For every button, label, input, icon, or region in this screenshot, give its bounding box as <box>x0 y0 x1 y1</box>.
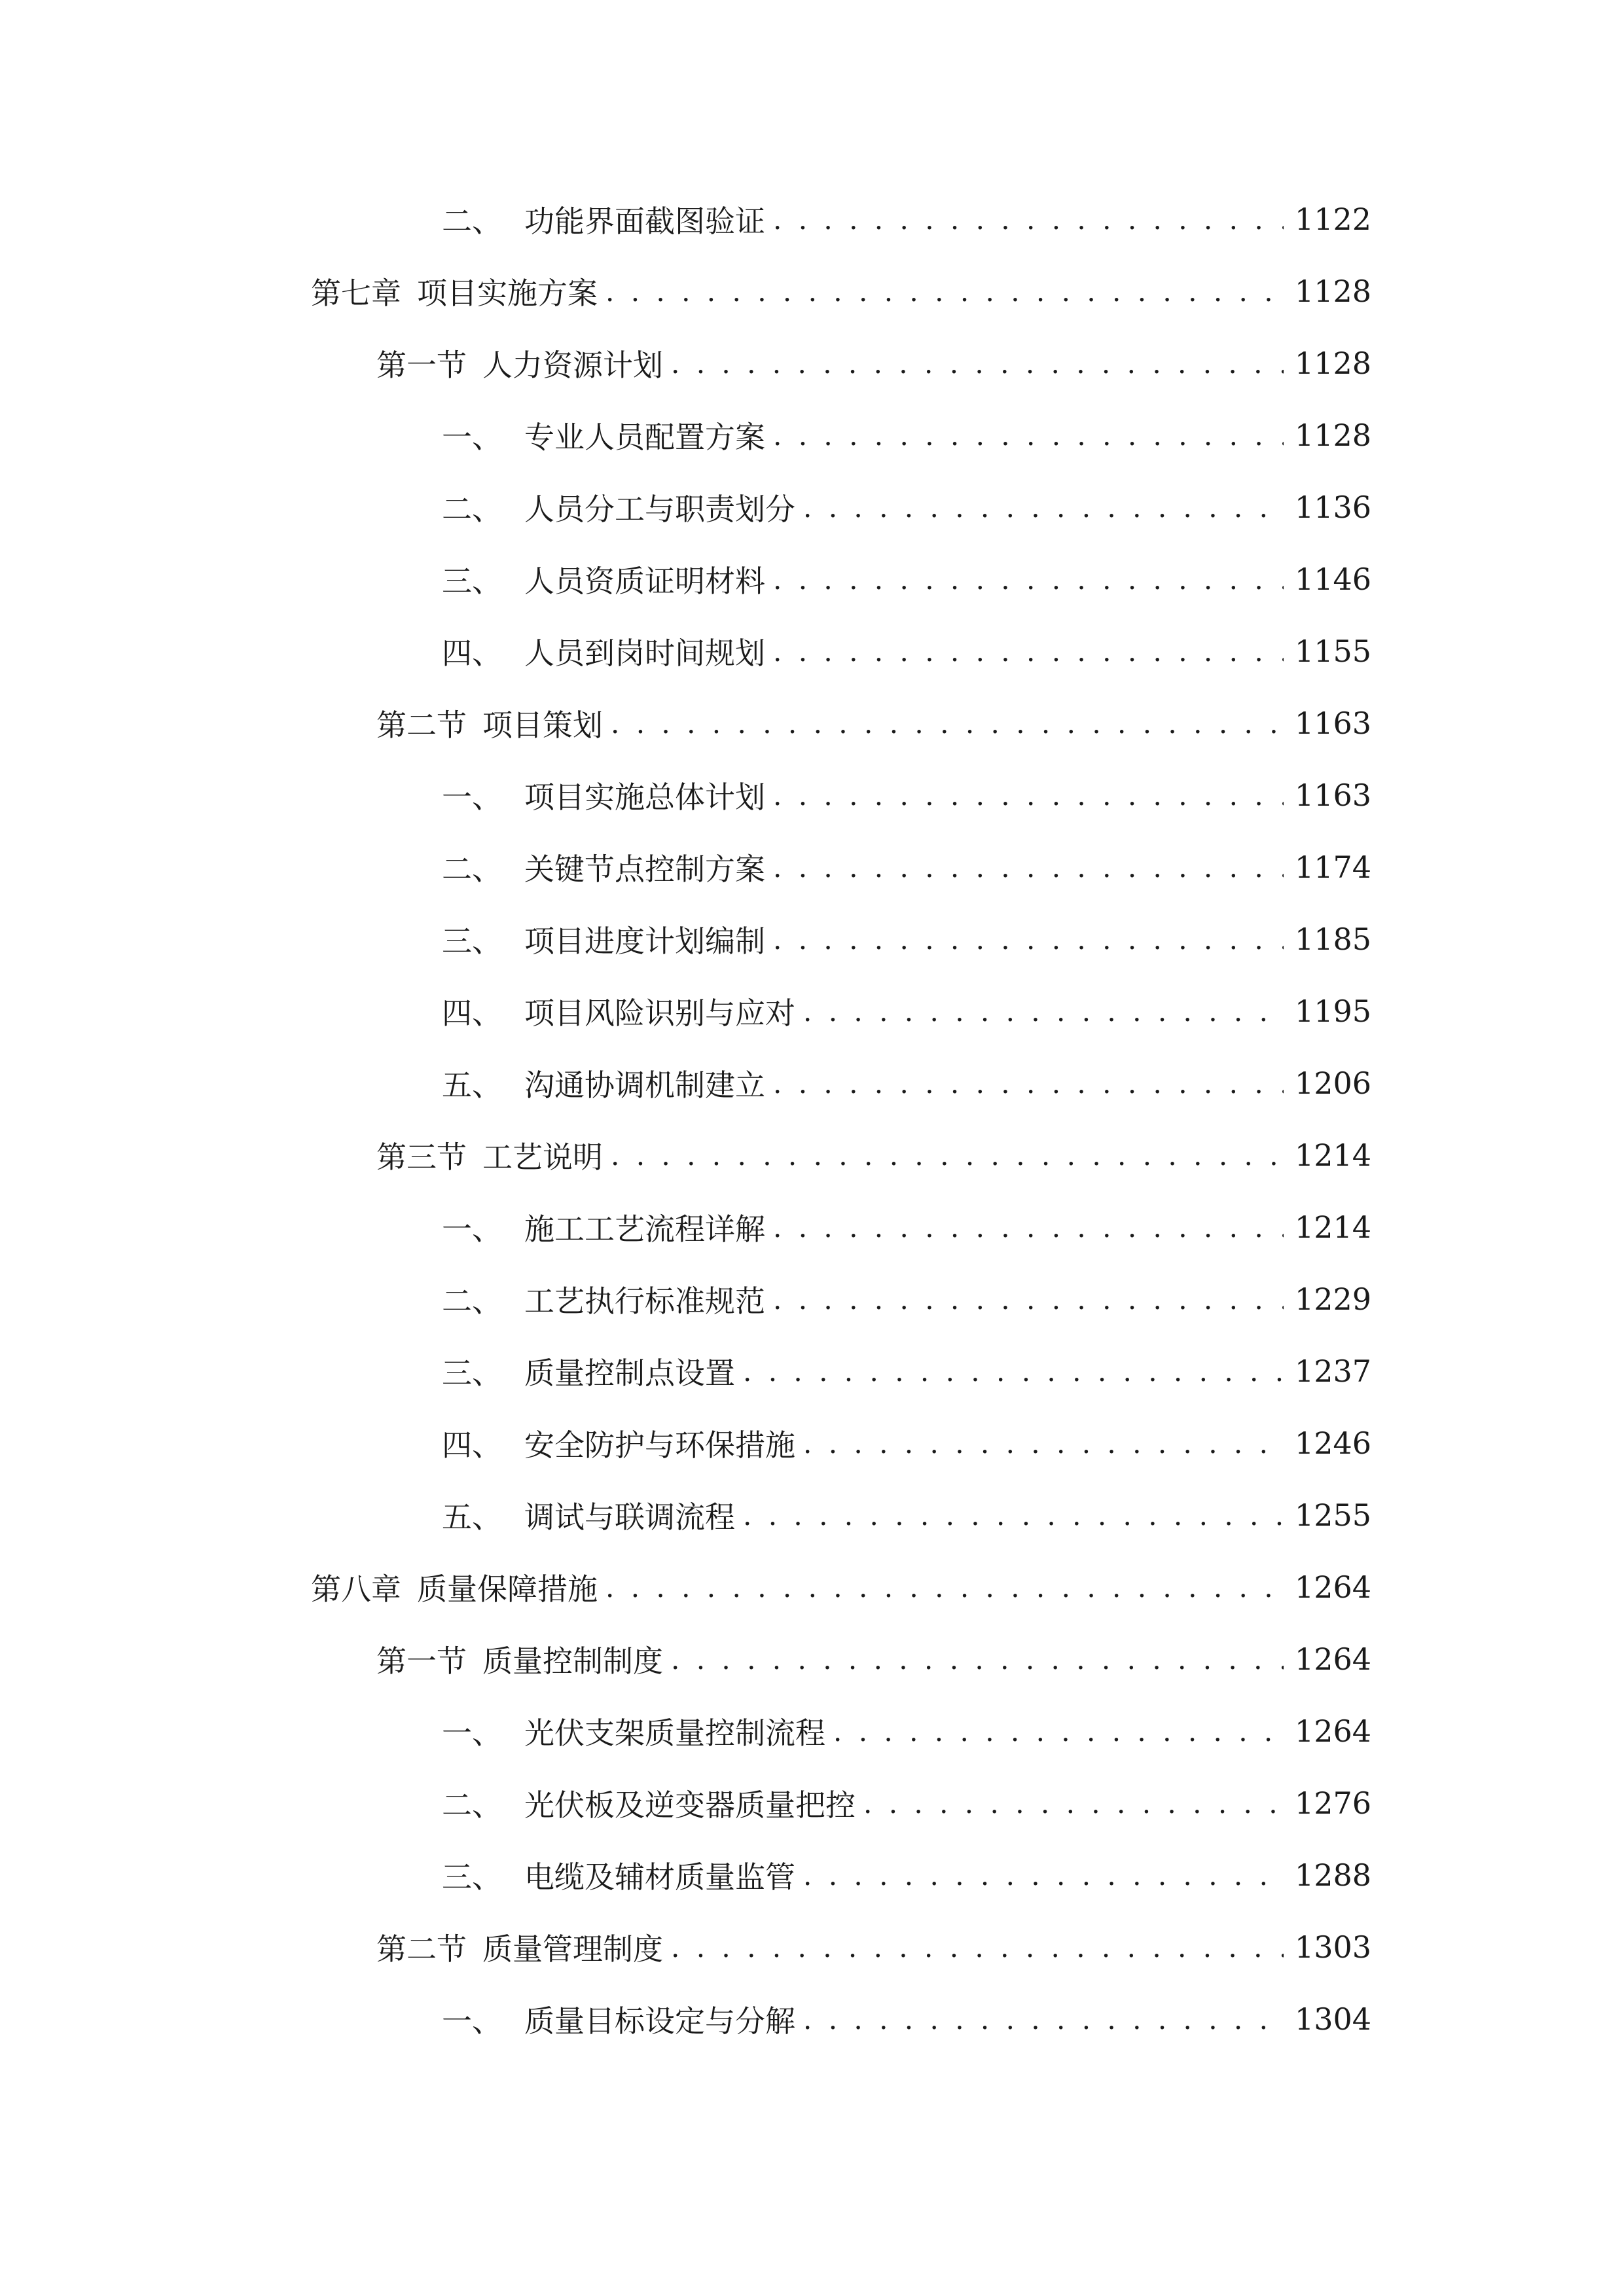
toc-entry-number: 一、 <box>442 420 502 455</box>
toc-entry-title: 工艺执行标准规范 <box>524 1283 765 1319</box>
toc-entry-title: 质量目标设定与分解 <box>524 2003 795 2039</box>
toc-dot-leader <box>773 636 1284 668</box>
toc-dot-leader <box>773 420 1284 452</box>
toc-entry[interactable] <box>442 553 1371 605</box>
toc-entry-label <box>442 1206 765 1249</box>
toc-entry-title: 人员分工与职责划分 <box>524 492 795 527</box>
toc-entry-label <box>442 1710 825 1753</box>
toc-entry-number: 第二节 <box>376 1931 467 1967</box>
toc-entry[interactable] <box>442 409 1371 461</box>
toc-page-number: 1122 <box>1294 202 1371 237</box>
toc-dot-leader <box>773 852 1284 884</box>
toc-entry-label <box>442 1278 765 1321</box>
toc-entry[interactable] <box>442 1849 1371 1901</box>
toc-dot-leader <box>803 2003 1284 2036</box>
toc-entry-title: 功能界面截图验证 <box>524 204 765 239</box>
toc-entry-label <box>311 270 598 313</box>
toc-entry-number: 五、 <box>442 1499 502 1535</box>
toc-entry-label <box>442 918 765 961</box>
toc-page-number: 1276 <box>1294 1785 1371 1821</box>
toc-entry[interactable] <box>376 1633 1371 1685</box>
toc-dot-leader <box>773 1211 1284 1244</box>
toc-entry-title: 安全防护与环保措施 <box>524 1427 795 1463</box>
toc-entry[interactable] <box>376 1129 1371 1181</box>
toc-entry-title: 质量管理制度 <box>482 1931 663 1967</box>
toc-page-number: 1185 <box>1294 922 1371 957</box>
toc-entry[interactable] <box>442 1417 1371 1469</box>
toc-dot-leader <box>863 1787 1284 1820</box>
toc-entry-label <box>442 846 765 889</box>
toc-entry-title: 项目实施总体计划 <box>524 780 765 815</box>
toc-page-number: 1128 <box>1294 274 1371 309</box>
toc-entry-title: 光伏支架质量控制流程 <box>524 1715 825 1751</box>
toc-entry-number: 五、 <box>442 1067 502 1103</box>
toc-dot-leader <box>773 204 1284 236</box>
toc-dot-leader <box>803 492 1284 524</box>
toc-entry-number: 三、 <box>442 564 502 599</box>
toc-entry[interactable] <box>442 1201 1371 1253</box>
toc-entry[interactable] <box>442 841 1371 893</box>
toc-entry-number: 三、 <box>442 1859 502 1895</box>
toc-page-number: 1303 <box>1294 1929 1371 1965</box>
toc-entry-number: 一、 <box>442 1715 502 1751</box>
toc-page-number: 1163 <box>1294 778 1371 813</box>
toc-entry-title: 质量保障措施 <box>417 1571 598 1607</box>
toc-entry-title: 施工工艺流程详解 <box>524 1211 765 1247</box>
toc-entry-number: 第一节 <box>376 1643 467 1679</box>
toc-entry[interactable] <box>442 1345 1371 1397</box>
toc-page-number: 1288 <box>1294 1857 1371 1893</box>
toc-entry-label <box>311 1566 598 1609</box>
toc-entry-title: 电缆及辅材质量监管 <box>524 1859 795 1895</box>
toc-page-number: 1304 <box>1294 2001 1371 2037</box>
toc-entry-number: 第八章 <box>311 1571 401 1607</box>
toc-page-number: 1155 <box>1294 634 1371 669</box>
toc-dot-leader <box>671 348 1284 380</box>
toc-entry-number: 四、 <box>442 1427 502 1463</box>
toc-entry-title: 项目策划 <box>482 708 603 743</box>
toc-entry[interactable] <box>442 1489 1371 1541</box>
toc-dot-leader <box>611 708 1284 740</box>
toc-entry-label <box>442 774 765 817</box>
toc-page-number: 1128 <box>1294 418 1371 453</box>
toc-entry[interactable] <box>442 769 1371 821</box>
toc-entry-title: 专业人员配置方案 <box>524 420 765 455</box>
toc-dot-leader <box>773 924 1284 956</box>
toc-dot-leader <box>671 1931 1284 1964</box>
toc-entry-number: 四、 <box>442 636 502 671</box>
toc-entry[interactable] <box>376 1921 1371 1973</box>
toc-entry-label <box>442 990 795 1033</box>
toc-entry-label <box>376 1926 663 1969</box>
toc-entry-title: 质量控制点设置 <box>524 1355 735 1391</box>
toc-entry-title: 项目风险识别与应对 <box>524 996 795 1031</box>
toc-entry-label <box>442 1062 765 1105</box>
toc-entry[interactable] <box>442 1705 1371 1757</box>
toc-entry[interactable] <box>376 697 1371 749</box>
toc-page-number: 1214 <box>1294 1210 1371 1245</box>
toc-entry-number: 第一节 <box>376 348 467 383</box>
toc-entry[interactable] <box>311 1561 1371 1613</box>
toc-entry[interactable] <box>442 1993 1371 2045</box>
toc-entry-number: 二、 <box>442 852 502 887</box>
toc-entry-number: 一、 <box>442 2003 502 2039</box>
toc-entry-label <box>442 414 765 457</box>
toc-entry-label <box>442 198 765 241</box>
toc-page-number: 1255 <box>1294 1498 1371 1533</box>
toc-entry[interactable] <box>442 1273 1371 1325</box>
toc-dot-leader <box>671 1643 1284 1676</box>
toc-entry-number: 二、 <box>442 1787 502 1823</box>
toc-dot-leader <box>803 1427 1284 1460</box>
toc-entry-title: 项目进度计划编制 <box>524 924 765 959</box>
toc-dot-leader <box>605 1571 1284 1604</box>
toc-page-number: 1229 <box>1294 1282 1371 1317</box>
toc-entry-number: 二、 <box>442 204 502 239</box>
toc-dot-leader <box>773 780 1284 812</box>
toc-entry-number: 第七章 <box>311 276 401 311</box>
toc-entry-label <box>442 1782 856 1825</box>
toc-entry[interactable] <box>442 193 1371 245</box>
toc-entry[interactable] <box>376 337 1371 389</box>
toc-page-number: 1246 <box>1294 1426 1371 1461</box>
toc-entry-label <box>442 558 765 601</box>
toc-entry-label <box>442 486 795 529</box>
toc-entry[interactable] <box>442 1777 1371 1829</box>
toc-entry[interactable] <box>311 265 1371 317</box>
toc-entry[interactable] <box>442 625 1371 677</box>
toc-entry-label <box>442 1494 735 1537</box>
toc-entry-label <box>442 1422 795 1465</box>
toc-page-number: 1163 <box>1294 706 1371 741</box>
toc-entry-number: 四、 <box>442 996 502 1031</box>
toc-entry-title: 人员到岗时间规划 <box>524 636 765 671</box>
toc-page-number: 1195 <box>1294 994 1371 1029</box>
toc-dot-leader <box>833 1715 1284 1748</box>
toc-dot-leader <box>611 1139 1284 1172</box>
toc-dot-leader <box>605 276 1284 308</box>
toc-page-number: 1264 <box>1294 1713 1371 1749</box>
toc-dot-leader <box>773 1283 1284 1316</box>
toc-entry-title: 光伏板及逆变器质量把控 <box>524 1787 856 1823</box>
toc-dot-leader <box>773 564 1284 596</box>
toc-entry-number: 第三节 <box>376 1139 467 1175</box>
toc-entry[interactable] <box>442 1057 1371 1109</box>
toc-dot-leader <box>743 1355 1284 1388</box>
toc-entry-title: 沟通协调机制建立 <box>524 1067 765 1103</box>
toc-page-number: 1146 <box>1294 562 1371 597</box>
toc-page-number: 1264 <box>1294 1570 1371 1605</box>
toc-entry-number: 二、 <box>442 1283 502 1319</box>
toc-entry-label <box>376 342 663 385</box>
toc-entry-title: 人员资质证明材料 <box>524 564 765 599</box>
toc-page-number: 1237 <box>1294 1354 1371 1389</box>
toc-entry-number: 二、 <box>442 492 502 527</box>
toc-entry-label <box>376 702 603 745</box>
toc-entry[interactable] <box>442 481 1371 533</box>
toc-entry[interactable] <box>442 985 1371 1037</box>
toc-dot-leader <box>773 1067 1284 1100</box>
toc-entry-label <box>376 1134 603 1177</box>
toc-dot-leader <box>803 996 1284 1028</box>
toc-page-number: 1214 <box>1294 1138 1371 1173</box>
toc-entry-title: 项目实施方案 <box>417 276 598 311</box>
toc-dot-leader <box>803 1859 1284 1892</box>
toc-entry-number: 第二节 <box>376 708 467 743</box>
toc-entry-number: 一、 <box>442 780 502 815</box>
toc-entry-label <box>442 1854 795 1897</box>
toc-entry-number: 一、 <box>442 1211 502 1247</box>
toc-page-number: 1128 <box>1294 346 1371 381</box>
toc-entry-title: 工艺说明 <box>482 1139 603 1175</box>
toc-dot-leader <box>743 1499 1284 1532</box>
toc-entry-title: 质量控制制度 <box>482 1643 663 1679</box>
toc-entry-label <box>442 1998 795 2041</box>
toc-entry-label <box>442 1350 735 1393</box>
toc-page-number: 1206 <box>1294 1066 1371 1101</box>
toc-entry-number: 三、 <box>442 1355 502 1391</box>
toc-page-number: 1264 <box>1294 1641 1371 1677</box>
toc-page-number: 1174 <box>1294 850 1371 885</box>
toc-page-number: 1136 <box>1294 490 1371 525</box>
toc-entry-label <box>376 1638 663 1681</box>
toc-entry-title: 调试与联调流程 <box>524 1499 735 1535</box>
toc-entry-title: 人力资源计划 <box>482 348 663 383</box>
toc-entry[interactable] <box>442 913 1371 965</box>
toc-entry-number: 三、 <box>442 924 502 959</box>
toc-entry-label <box>442 630 765 673</box>
toc-entry-title: 关键节点控制方案 <box>524 852 765 887</box>
